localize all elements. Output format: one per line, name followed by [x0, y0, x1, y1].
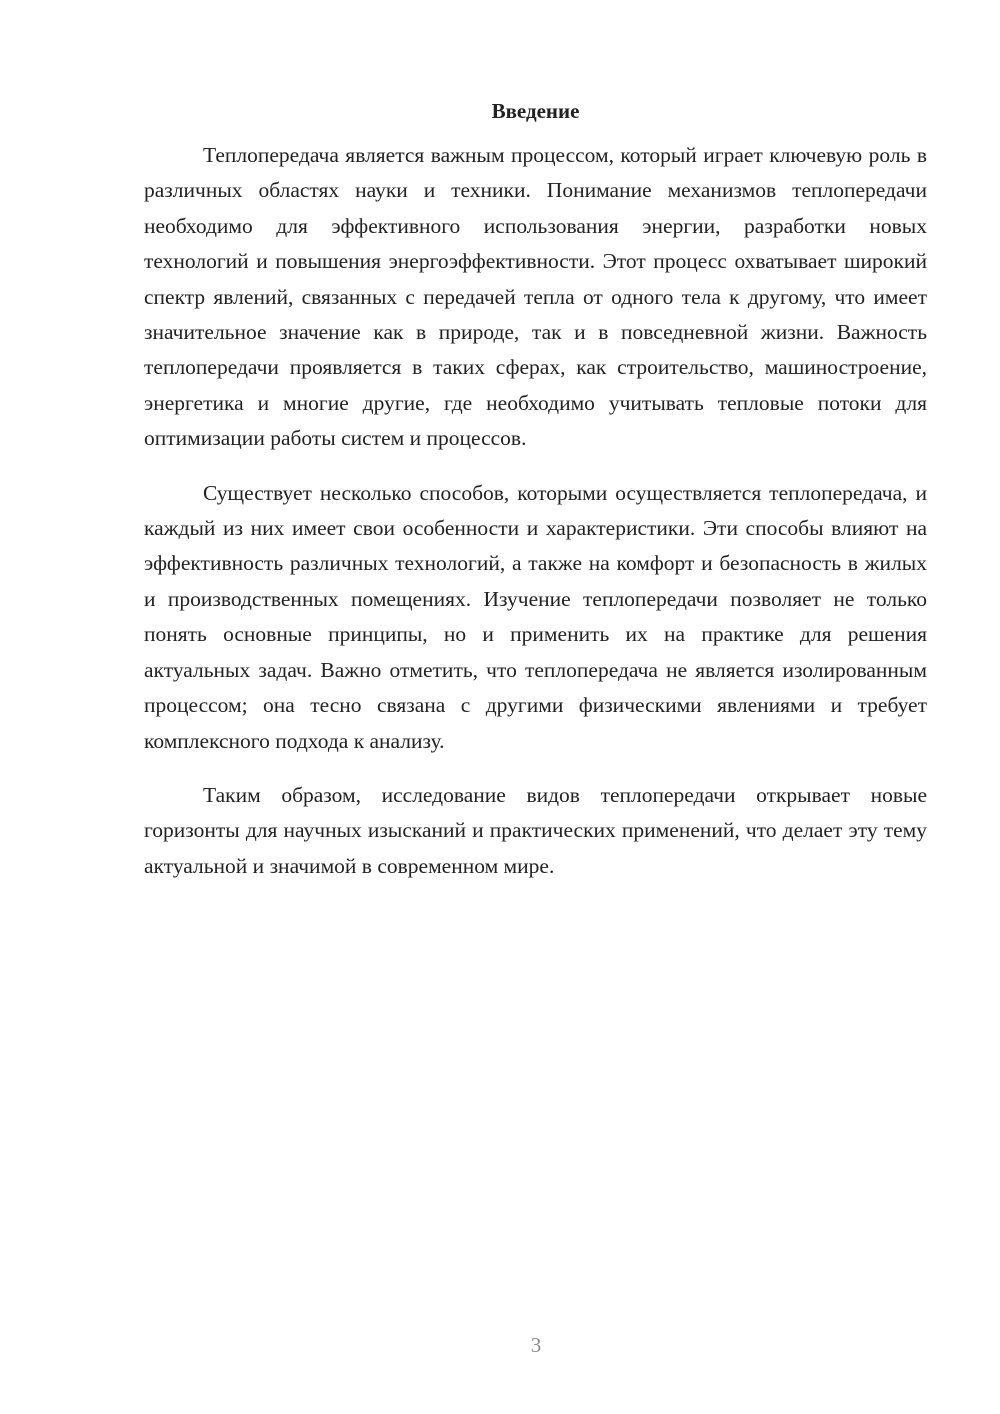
page-number: 3 — [530, 1333, 542, 1357]
paragraph-2: Существует несколько способов, которыми осуществляется теплопередача, и каждый из них имеет свои особенности и характеристики. Эти способы влияют на эффективность различных технологий, а также на комфорт и безопасность в жилых и производственных помещениях. Изучение теплопередачи позволяет не только понять основные принципы, но и применить их на практике для решения актуальных задач. Важно отметить, что теплопередача не является изолированным процессом; она тесно связана с другими физическими явлениями и требует комплексного подхода к анализу. — [144, 480, 927, 753]
paragraph-3: Таким образом, исследование видов теплопередачи открывает новые горизонты для научных изысканий и практических применений, что делает эту тему актуальной и значимой в современном мире. — [144, 782, 927, 878]
paragraph-1: Теплопередача является важным процессом, который играет ключевую роль в различных областях науки и техники. Понимание механизмов теплопередачи необходимо для эффективного использования энергии, разработки новых технологий и повышения энергоэффективности. Этот процесс охватывает широкий спектр явлений, связанных с передачей тепла от одного тела к другому, что имеет значительное значение как в природе, так и в повседневной жизни. Важность теплопередачи проявляется в таких сферах, как строительство, машиностроение, энергетика и многие другие, где необходимо учитывать тепловые потоки для оптимизации работы систем и процессов. — [144, 143, 927, 451]
section-heading: Введение — [491, 99, 580, 123]
page-content — [144, 96, 927, 903]
